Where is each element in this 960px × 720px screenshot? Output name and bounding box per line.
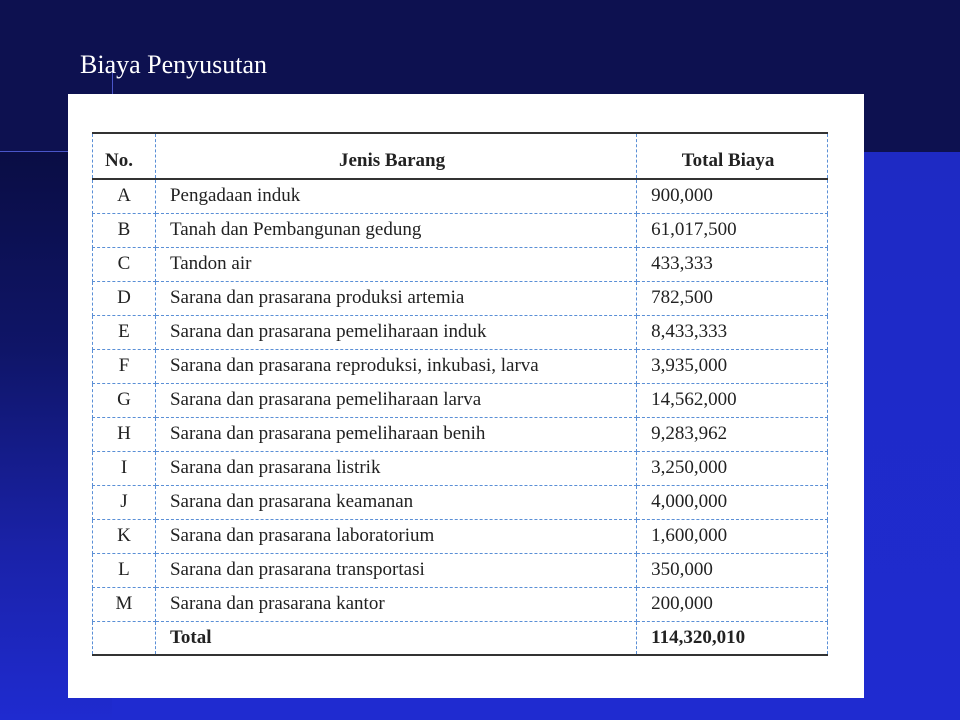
row-no	[93, 621, 156, 655]
row-item-name: Sarana dan prasarana kantor	[155, 587, 636, 621]
row-item-name: Sarana dan prasarana keamanan	[155, 485, 636, 519]
table-row	[93, 315, 828, 349]
row-no: D	[93, 281, 156, 315]
table-row	[93, 179, 828, 213]
table-row	[93, 451, 828, 485]
table-row	[93, 247, 828, 281]
row-no: C	[93, 247, 156, 281]
row-total-cost: 14,562,000	[637, 383, 828, 417]
row-item-name: Sarana dan prasarana listrik	[155, 451, 636, 485]
table-total-row	[93, 621, 828, 655]
row-item-name: Tandon air	[155, 247, 636, 281]
row-total-cost: 3,935,000	[637, 349, 828, 383]
row-no: G	[93, 383, 156, 417]
row-item-name: Pengadaan induk	[155, 179, 636, 213]
row-total-cost: 61,017,500	[637, 213, 828, 247]
row-no: K	[93, 519, 156, 553]
row-no: L	[93, 553, 156, 587]
row-item-name: Tanah dan Pembangunan gedung	[155, 213, 636, 247]
table-row	[93, 519, 828, 553]
row-total-cost: 4,000,000	[637, 485, 828, 519]
header-no: No.	[93, 133, 156, 179]
table-row	[93, 349, 828, 383]
row-item-name: Sarana dan prasarana reproduksi, inkubasi, larva	[155, 349, 636, 383]
table-header-row	[93, 133, 828, 179]
row-no: J	[93, 485, 156, 519]
header-total-cost: Total Biaya	[637, 133, 828, 179]
row-total-cost: 200,000	[637, 587, 828, 621]
row-total-cost: 433,333	[637, 247, 828, 281]
table-row	[93, 281, 828, 315]
row-item-name: Sarana dan prasarana pemeliharaan benih	[155, 417, 636, 451]
row-no: M	[93, 587, 156, 621]
table-row	[93, 485, 828, 519]
cost-table	[92, 132, 828, 656]
row-total-cost: 350,000	[637, 553, 828, 587]
table-row	[93, 587, 828, 621]
row-no: H	[93, 417, 156, 451]
row-total-cost: 8,433,333	[637, 315, 828, 349]
row-item-name: Sarana dan prasarana produksi artemia	[155, 281, 636, 315]
table-row	[93, 213, 828, 247]
row-total-cost: 9,283,962	[637, 417, 828, 451]
row-no: F	[93, 349, 156, 383]
table-row	[93, 383, 828, 417]
row-no: I	[93, 451, 156, 485]
row-total-cost: 782,500	[637, 281, 828, 315]
row-total-cost: 1,600,000	[637, 519, 828, 553]
row-item-name: Sarana dan prasarana laboratorium	[155, 519, 636, 553]
table-row	[93, 553, 828, 587]
slide-title: Biaya Penyusutan	[80, 50, 268, 79]
row-no: B	[93, 213, 156, 247]
header-item-type: Jenis Barang	[155, 133, 636, 179]
row-no: A	[93, 179, 156, 213]
row-total-cost: 3,250,000	[637, 451, 828, 485]
table-image-panel	[68, 94, 864, 698]
row-item-name: Total	[155, 621, 636, 655]
row-total-cost: 900,000	[637, 179, 828, 213]
table-row	[93, 417, 828, 451]
row-item-name: Sarana dan prasarana pemeliharaan larva	[155, 383, 636, 417]
row-no: E	[93, 315, 156, 349]
row-total-cost: 114,320,010	[637, 621, 828, 655]
row-item-name: Sarana dan prasarana transportasi	[155, 553, 636, 587]
row-item-name: Sarana dan prasarana pemeliharaan induk	[155, 315, 636, 349]
